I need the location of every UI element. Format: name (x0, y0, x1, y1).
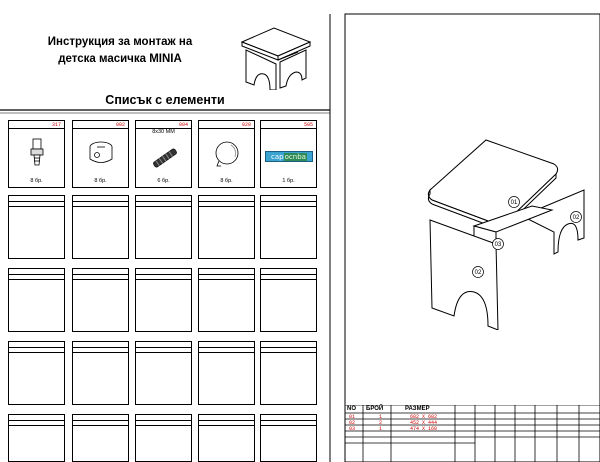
elements-list-title: Списък с елементи (105, 93, 225, 107)
document-title (20, 34, 220, 68)
empty-element-card (198, 268, 255, 332)
element-code: 317 (51, 122, 61, 128)
title-line-1: Инструкция за монтаж на (47, 36, 193, 48)
empty-element-card (260, 195, 317, 259)
element-qty: 1 бр. (282, 178, 295, 184)
title-line-2: детска масичка MINIA (58, 53, 182, 65)
empty-element-card (135, 195, 192, 259)
empty-element-card (198, 195, 255, 259)
screw-cap-icon (211, 139, 243, 169)
empty-element-card (72, 195, 129, 259)
element-card-bolt (8, 120, 65, 188)
row-2-size: 452 X 444 (410, 420, 438, 426)
element-card-cap (198, 120, 255, 188)
empty-element-card (135, 268, 192, 332)
element-card-cam (72, 120, 129, 188)
element-spec: 8x30 MM (152, 129, 175, 135)
bolt-connector-icon (25, 137, 51, 167)
empty-element-card (198, 341, 255, 405)
empty-element-card (72, 341, 129, 405)
element-qty: 6 бр. (157, 178, 170, 184)
part-label-side-front: 02 (474, 270, 482, 277)
row-3-size: 474 X 160 (410, 426, 438, 432)
element-qty: 8 бр. (30, 178, 43, 184)
row-2-no: 02 (349, 420, 356, 426)
row-1-size: 602 X 602 (410, 414, 438, 420)
part-labels (346, 120, 596, 330)
empty-element-card (260, 414, 317, 462)
row-3-qty: 1 (379, 426, 383, 432)
part-label-stretcher: 03 (494, 242, 502, 249)
element-code: 020 (241, 122, 251, 128)
part-label-top: 01 (510, 200, 518, 207)
empty-element-card (260, 341, 317, 405)
capcoriba-logo (265, 151, 313, 162)
empty-element-card (8, 341, 65, 405)
row-1-qty: 1 (379, 414, 383, 420)
element-code: 002 (115, 122, 125, 128)
empty-element-card (8, 414, 65, 462)
row-1-no: 01 (349, 414, 356, 420)
stool-thumbnail (232, 12, 317, 90)
part-label-side-back: 02 (572, 215, 580, 222)
element-card-dowel (135, 120, 192, 188)
empty-element-card (8, 268, 65, 332)
element-code: 004 (178, 122, 188, 128)
table-header-size: РАЗМЕР (405, 406, 430, 412)
empty-element-card (135, 341, 192, 405)
logo-text-b: ocnba (284, 153, 306, 161)
empty-element-card (72, 414, 129, 462)
element-code: 505 (303, 122, 313, 128)
element-card-logo (260, 120, 317, 188)
empty-element-card (72, 268, 129, 332)
logo-text-a: cap (271, 153, 284, 161)
cam-lock-icon (85, 139, 117, 167)
element-qty: 8 бр. (94, 178, 107, 184)
table-header-no: NO (347, 406, 356, 412)
table-header-qty: БРОЙ (366, 406, 384, 412)
row-2-qty: 2 (379, 420, 383, 426)
empty-element-card (198, 414, 255, 462)
empty-element-card (8, 195, 65, 259)
parts-table (345, 405, 600, 462)
wooden-dowel-icon (150, 145, 180, 171)
row-3-no: 03 (349, 426, 356, 432)
element-qty: 8 бр. (220, 178, 233, 184)
empty-element-card (260, 268, 317, 332)
empty-element-card (135, 414, 192, 462)
